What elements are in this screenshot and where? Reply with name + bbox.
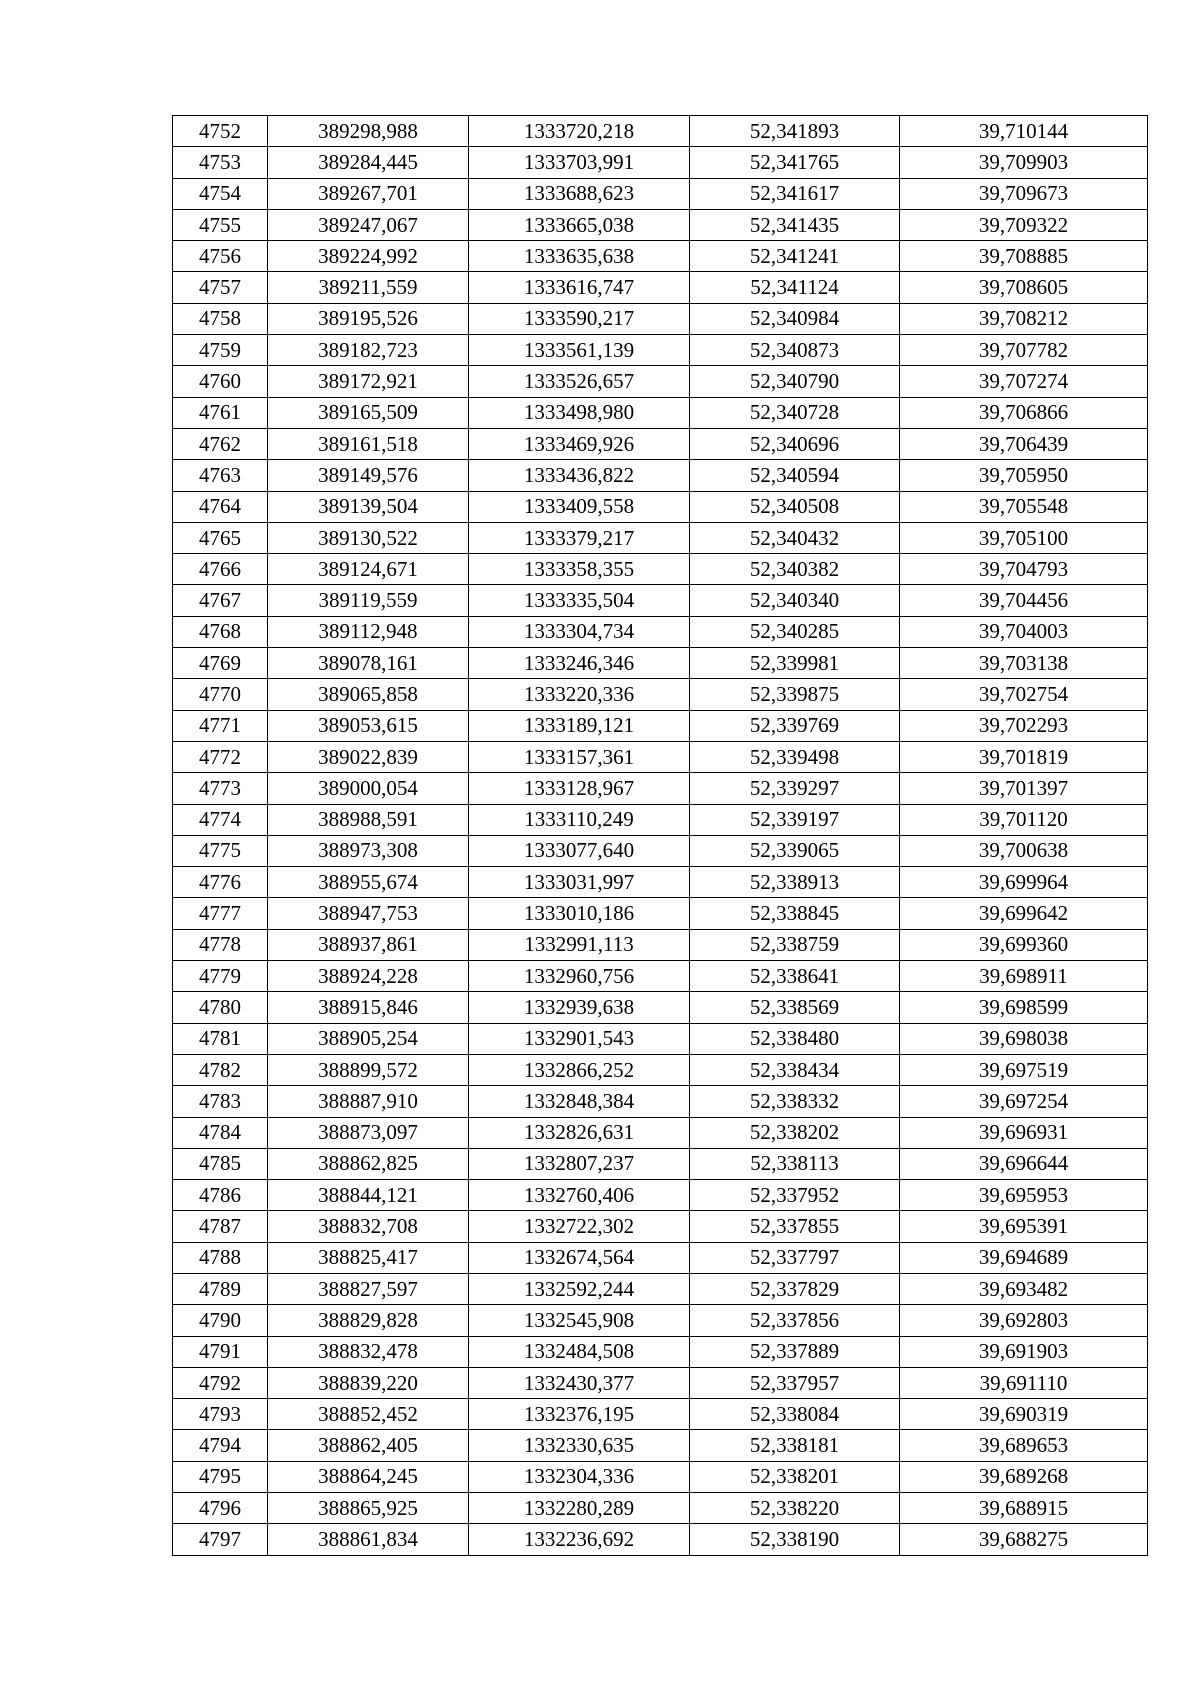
latitude-cell: 52,340984 xyxy=(690,303,900,334)
latitude-cell: 52,339065 xyxy=(690,835,900,866)
y-coordinate-cell: 1333010,186 xyxy=(469,898,690,929)
point-number-cell: 4770 xyxy=(173,679,268,710)
table-row xyxy=(173,303,1148,334)
latitude-cell: 52,341435 xyxy=(690,209,900,240)
longitude-cell: 39,695391 xyxy=(900,1211,1148,1242)
table-row xyxy=(173,116,1148,147)
longitude-cell: 39,710144 xyxy=(900,116,1148,147)
y-coordinate-cell: 1333110,249 xyxy=(469,804,690,835)
point-number-cell: 4775 xyxy=(173,835,268,866)
point-number-cell: 4755 xyxy=(173,209,268,240)
point-number-cell: 4778 xyxy=(173,929,268,960)
longitude-cell: 39,698599 xyxy=(900,992,1148,1023)
x-coordinate-cell: 388924,228 xyxy=(268,961,469,992)
coordinates-table-body xyxy=(173,116,1148,1556)
x-coordinate-cell: 388844,121 xyxy=(268,1180,469,1211)
x-coordinate-cell: 388862,405 xyxy=(268,1430,469,1461)
longitude-cell: 39,688275 xyxy=(900,1524,1148,1555)
y-coordinate-cell: 1333128,967 xyxy=(469,773,690,804)
longitude-cell: 39,699964 xyxy=(900,867,1148,898)
y-coordinate-cell: 1332592,244 xyxy=(469,1273,690,1304)
point-number-cell: 4757 xyxy=(173,272,268,303)
x-coordinate-cell: 389161,518 xyxy=(268,428,469,459)
table-row xyxy=(173,804,1148,835)
x-coordinate-cell: 388829,828 xyxy=(268,1305,469,1336)
x-coordinate-cell: 389284,445 xyxy=(268,147,469,178)
latitude-cell: 52,337952 xyxy=(690,1180,900,1211)
y-coordinate-cell: 1333436,822 xyxy=(469,460,690,491)
y-coordinate-cell: 1333688,623 xyxy=(469,178,690,209)
longitude-cell: 39,698911 xyxy=(900,961,1148,992)
table-row xyxy=(173,1524,1148,1555)
table-row xyxy=(173,1023,1148,1054)
latitude-cell: 52,338181 xyxy=(690,1430,900,1461)
longitude-cell: 39,704793 xyxy=(900,554,1148,585)
point-number-cell: 4783 xyxy=(173,1086,268,1117)
point-number-cell: 4774 xyxy=(173,804,268,835)
longitude-cell: 39,707782 xyxy=(900,335,1148,366)
longitude-cell: 39,705950 xyxy=(900,460,1148,491)
y-coordinate-cell: 1333304,734 xyxy=(469,616,690,647)
x-coordinate-cell: 388973,308 xyxy=(268,835,469,866)
x-coordinate-cell: 389149,576 xyxy=(268,460,469,491)
y-coordinate-cell: 1332304,336 xyxy=(469,1461,690,1492)
latitude-cell: 52,339875 xyxy=(690,679,900,710)
table-row xyxy=(173,1117,1148,1148)
point-number-cell: 4761 xyxy=(173,397,268,428)
y-coordinate-cell: 1332866,252 xyxy=(469,1054,690,1085)
y-coordinate-cell: 1332901,543 xyxy=(469,1023,690,1054)
x-coordinate-cell: 388905,254 xyxy=(268,1023,469,1054)
latitude-cell: 52,341893 xyxy=(690,116,900,147)
latitude-cell: 52,338913 xyxy=(690,867,900,898)
y-coordinate-cell: 1332848,384 xyxy=(469,1086,690,1117)
longitude-cell: 39,709903 xyxy=(900,147,1148,178)
point-number-cell: 4764 xyxy=(173,491,268,522)
latitude-cell: 52,338569 xyxy=(690,992,900,1023)
y-coordinate-cell: 1332376,195 xyxy=(469,1399,690,1430)
y-coordinate-cell: 1333335,504 xyxy=(469,585,690,616)
x-coordinate-cell: 389267,701 xyxy=(268,178,469,209)
point-number-cell: 4787 xyxy=(173,1211,268,1242)
longitude-cell: 39,698038 xyxy=(900,1023,1148,1054)
x-coordinate-cell: 388937,861 xyxy=(268,929,469,960)
latitude-cell: 52,341124 xyxy=(690,272,900,303)
x-coordinate-cell: 389139,504 xyxy=(268,491,469,522)
latitude-cell: 52,338113 xyxy=(690,1148,900,1179)
longitude-cell: 39,696644 xyxy=(900,1148,1148,1179)
latitude-cell: 52,339981 xyxy=(690,648,900,679)
x-coordinate-cell: 388915,846 xyxy=(268,992,469,1023)
point-number-cell: 4760 xyxy=(173,366,268,397)
table-row xyxy=(173,961,1148,992)
longitude-cell: 39,701819 xyxy=(900,741,1148,772)
latitude-cell: 52,341765 xyxy=(690,147,900,178)
latitude-cell: 52,337856 xyxy=(690,1305,900,1336)
y-coordinate-cell: 1332760,406 xyxy=(469,1180,690,1211)
point-number-cell: 4780 xyxy=(173,992,268,1023)
longitude-cell: 39,707274 xyxy=(900,366,1148,397)
y-coordinate-cell: 1333635,638 xyxy=(469,241,690,272)
x-coordinate-cell: 388862,825 xyxy=(268,1148,469,1179)
y-coordinate-cell: 1332330,635 xyxy=(469,1430,690,1461)
x-coordinate-cell: 389172,921 xyxy=(268,366,469,397)
latitude-cell: 52,338434 xyxy=(690,1054,900,1085)
latitude-cell: 52,340873 xyxy=(690,335,900,366)
point-number-cell: 4772 xyxy=(173,741,268,772)
table-row xyxy=(173,366,1148,397)
x-coordinate-cell: 388839,220 xyxy=(268,1367,469,1398)
latitude-cell: 52,337829 xyxy=(690,1273,900,1304)
table-row xyxy=(173,241,1148,272)
table-row xyxy=(173,147,1148,178)
x-coordinate-cell: 389247,067 xyxy=(268,209,469,240)
latitude-cell: 52,341617 xyxy=(690,178,900,209)
longitude-cell: 39,708885 xyxy=(900,241,1148,272)
table-row xyxy=(173,1148,1148,1179)
latitude-cell: 52,340728 xyxy=(690,397,900,428)
point-number-cell: 4763 xyxy=(173,460,268,491)
table-row xyxy=(173,1367,1148,1398)
longitude-cell: 39,699360 xyxy=(900,929,1148,960)
x-coordinate-cell: 389224,992 xyxy=(268,241,469,272)
coordinates-table xyxy=(172,115,1148,1556)
latitude-cell: 52,340508 xyxy=(690,491,900,522)
y-coordinate-cell: 1333720,218 xyxy=(469,116,690,147)
point-number-cell: 4752 xyxy=(173,116,268,147)
point-number-cell: 4785 xyxy=(173,1148,268,1179)
y-coordinate-cell: 1333469,926 xyxy=(469,428,690,459)
table-row xyxy=(173,491,1148,522)
point-number-cell: 4789 xyxy=(173,1273,268,1304)
latitude-cell: 52,337797 xyxy=(690,1242,900,1273)
point-number-cell: 4756 xyxy=(173,241,268,272)
point-number-cell: 4758 xyxy=(173,303,268,334)
x-coordinate-cell: 388873,097 xyxy=(268,1117,469,1148)
table-row xyxy=(173,397,1148,428)
point-number-cell: 4777 xyxy=(173,898,268,929)
x-coordinate-cell: 388899,572 xyxy=(268,1054,469,1085)
longitude-cell: 39,696931 xyxy=(900,1117,1148,1148)
y-coordinate-cell: 1332807,237 xyxy=(469,1148,690,1179)
point-number-cell: 4791 xyxy=(173,1336,268,1367)
latitude-cell: 52,338190 xyxy=(690,1524,900,1555)
x-coordinate-cell: 389124,671 xyxy=(268,554,469,585)
longitude-cell: 39,689653 xyxy=(900,1430,1148,1461)
latitude-cell: 52,340382 xyxy=(690,554,900,585)
longitude-cell: 39,697254 xyxy=(900,1086,1148,1117)
longitude-cell: 39,697519 xyxy=(900,1054,1148,1085)
x-coordinate-cell: 389130,522 xyxy=(268,522,469,553)
point-number-cell: 4753 xyxy=(173,147,268,178)
x-coordinate-cell: 388887,910 xyxy=(268,1086,469,1117)
longitude-cell: 39,691903 xyxy=(900,1336,1148,1367)
point-number-cell: 4795 xyxy=(173,1461,268,1492)
table-row xyxy=(173,1305,1148,1336)
y-coordinate-cell: 1333077,640 xyxy=(469,835,690,866)
x-coordinate-cell: 388825,417 xyxy=(268,1242,469,1273)
x-coordinate-cell: 388865,925 xyxy=(268,1493,469,1524)
point-number-cell: 4788 xyxy=(173,1242,268,1273)
point-number-cell: 4781 xyxy=(173,1023,268,1054)
longitude-cell: 39,701120 xyxy=(900,804,1148,835)
point-number-cell: 4765 xyxy=(173,522,268,553)
y-coordinate-cell: 1333409,558 xyxy=(469,491,690,522)
x-coordinate-cell: 389078,161 xyxy=(268,648,469,679)
latitude-cell: 52,338332 xyxy=(690,1086,900,1117)
y-coordinate-cell: 1332722,302 xyxy=(469,1211,690,1242)
y-coordinate-cell: 1333358,355 xyxy=(469,554,690,585)
table-row xyxy=(173,648,1148,679)
point-number-cell: 4792 xyxy=(173,1367,268,1398)
latitude-cell: 52,340340 xyxy=(690,585,900,616)
table-row xyxy=(173,1336,1148,1367)
latitude-cell: 52,339769 xyxy=(690,710,900,741)
table-row xyxy=(173,209,1148,240)
longitude-cell: 39,709673 xyxy=(900,178,1148,209)
table-row xyxy=(173,335,1148,366)
latitude-cell: 52,337957 xyxy=(690,1367,900,1398)
point-number-cell: 4766 xyxy=(173,554,268,585)
latitude-cell: 52,340696 xyxy=(690,428,900,459)
table-row xyxy=(173,1399,1148,1430)
y-coordinate-cell: 1333665,038 xyxy=(469,209,690,240)
x-coordinate-cell: 389000,054 xyxy=(268,773,469,804)
table-row xyxy=(173,616,1148,647)
table-row xyxy=(173,428,1148,459)
longitude-cell: 39,706866 xyxy=(900,397,1148,428)
x-coordinate-cell: 388861,834 xyxy=(268,1524,469,1555)
table-row xyxy=(173,679,1148,710)
latitude-cell: 52,338845 xyxy=(690,898,900,929)
point-number-cell: 4794 xyxy=(173,1430,268,1461)
latitude-cell: 52,338202 xyxy=(690,1117,900,1148)
table-row xyxy=(173,1242,1148,1273)
y-coordinate-cell: 1332545,908 xyxy=(469,1305,690,1336)
y-coordinate-cell: 1332236,692 xyxy=(469,1524,690,1555)
point-number-cell: 4767 xyxy=(173,585,268,616)
x-coordinate-cell: 389211,559 xyxy=(268,272,469,303)
table-row xyxy=(173,1493,1148,1524)
latitude-cell: 52,337889 xyxy=(690,1336,900,1367)
longitude-cell: 39,689268 xyxy=(900,1461,1148,1492)
y-coordinate-cell: 1332674,564 xyxy=(469,1242,690,1273)
table-row xyxy=(173,835,1148,866)
longitude-cell: 39,708605 xyxy=(900,272,1148,303)
y-coordinate-cell: 1333498,980 xyxy=(469,397,690,428)
point-number-cell: 4768 xyxy=(173,616,268,647)
table-row xyxy=(173,585,1148,616)
longitude-cell: 39,695953 xyxy=(900,1180,1148,1211)
latitude-cell: 52,340594 xyxy=(690,460,900,491)
x-coordinate-cell: 389165,509 xyxy=(268,397,469,428)
table-row xyxy=(173,1430,1148,1461)
point-number-cell: 4762 xyxy=(173,428,268,459)
y-coordinate-cell: 1332991,113 xyxy=(469,929,690,960)
longitude-cell: 39,701397 xyxy=(900,773,1148,804)
y-coordinate-cell: 1332939,638 xyxy=(469,992,690,1023)
longitude-cell: 39,705100 xyxy=(900,522,1148,553)
y-coordinate-cell: 1333561,139 xyxy=(469,335,690,366)
y-coordinate-cell: 1333031,997 xyxy=(469,867,690,898)
point-number-cell: 4793 xyxy=(173,1399,268,1430)
x-coordinate-cell: 389065,858 xyxy=(268,679,469,710)
latitude-cell: 52,338759 xyxy=(690,929,900,960)
y-coordinate-cell: 1332826,631 xyxy=(469,1117,690,1148)
x-coordinate-cell: 388955,674 xyxy=(268,867,469,898)
y-coordinate-cell: 1333246,346 xyxy=(469,648,690,679)
table-row xyxy=(173,1180,1148,1211)
x-coordinate-cell: 388988,591 xyxy=(268,804,469,835)
point-number-cell: 4754 xyxy=(173,178,268,209)
x-coordinate-cell: 388864,245 xyxy=(268,1461,469,1492)
x-coordinate-cell: 389298,988 xyxy=(268,116,469,147)
table-row xyxy=(173,554,1148,585)
x-coordinate-cell: 389182,723 xyxy=(268,335,469,366)
longitude-cell: 39,699642 xyxy=(900,898,1148,929)
longitude-cell: 39,705548 xyxy=(900,491,1148,522)
y-coordinate-cell: 1332280,289 xyxy=(469,1493,690,1524)
y-coordinate-cell: 1332430,377 xyxy=(469,1367,690,1398)
point-number-cell: 4796 xyxy=(173,1493,268,1524)
point-number-cell: 4769 xyxy=(173,648,268,679)
y-coordinate-cell: 1333526,657 xyxy=(469,366,690,397)
latitude-cell: 52,339498 xyxy=(690,741,900,772)
table-row xyxy=(173,1086,1148,1117)
longitude-cell: 39,702754 xyxy=(900,679,1148,710)
y-coordinate-cell: 1333189,121 xyxy=(469,710,690,741)
longitude-cell: 39,690319 xyxy=(900,1399,1148,1430)
latitude-cell: 52,339297 xyxy=(690,773,900,804)
latitude-cell: 52,340432 xyxy=(690,522,900,553)
point-number-cell: 4782 xyxy=(173,1054,268,1085)
x-coordinate-cell: 389195,526 xyxy=(268,303,469,334)
latitude-cell: 52,338480 xyxy=(690,1023,900,1054)
table-row xyxy=(173,992,1148,1023)
point-number-cell: 4771 xyxy=(173,710,268,741)
point-number-cell: 4784 xyxy=(173,1117,268,1148)
y-coordinate-cell: 1332960,756 xyxy=(469,961,690,992)
latitude-cell: 52,341241 xyxy=(690,241,900,272)
x-coordinate-cell: 388852,452 xyxy=(268,1399,469,1430)
x-coordinate-cell: 389119,559 xyxy=(268,585,469,616)
table-row xyxy=(173,272,1148,303)
longitude-cell: 39,692803 xyxy=(900,1305,1148,1336)
longitude-cell: 39,694689 xyxy=(900,1242,1148,1273)
y-coordinate-cell: 1333379,217 xyxy=(469,522,690,553)
latitude-cell: 52,337855 xyxy=(690,1211,900,1242)
point-number-cell: 4786 xyxy=(173,1180,268,1211)
longitude-cell: 39,706439 xyxy=(900,428,1148,459)
longitude-cell: 39,688915 xyxy=(900,1493,1148,1524)
table-row xyxy=(173,1211,1148,1242)
point-number-cell: 4790 xyxy=(173,1305,268,1336)
point-number-cell: 4773 xyxy=(173,773,268,804)
latitude-cell: 52,340790 xyxy=(690,366,900,397)
point-number-cell: 4776 xyxy=(173,867,268,898)
latitude-cell: 52,338201 xyxy=(690,1461,900,1492)
table-row xyxy=(173,710,1148,741)
point-number-cell: 4797 xyxy=(173,1524,268,1555)
longitude-cell: 39,709322 xyxy=(900,209,1148,240)
x-coordinate-cell: 389022,839 xyxy=(268,741,469,772)
table-row xyxy=(173,1461,1148,1492)
longitude-cell: 39,693482 xyxy=(900,1273,1148,1304)
latitude-cell: 52,339197 xyxy=(690,804,900,835)
longitude-cell: 39,704456 xyxy=(900,585,1148,616)
table-row xyxy=(173,773,1148,804)
latitude-cell: 52,338084 xyxy=(690,1399,900,1430)
x-coordinate-cell: 388832,478 xyxy=(268,1336,469,1367)
table-row xyxy=(173,741,1148,772)
x-coordinate-cell: 388832,708 xyxy=(268,1211,469,1242)
table-row xyxy=(173,1054,1148,1085)
point-number-cell: 4779 xyxy=(173,961,268,992)
y-coordinate-cell: 1333157,361 xyxy=(469,741,690,772)
x-coordinate-cell: 388947,753 xyxy=(268,898,469,929)
x-coordinate-cell: 389053,615 xyxy=(268,710,469,741)
longitude-cell: 39,691110 xyxy=(900,1367,1148,1398)
latitude-cell: 52,338220 xyxy=(690,1493,900,1524)
longitude-cell: 39,703138 xyxy=(900,648,1148,679)
y-coordinate-cell: 1333616,747 xyxy=(469,272,690,303)
longitude-cell: 39,700638 xyxy=(900,835,1148,866)
y-coordinate-cell: 1333590,217 xyxy=(469,303,690,334)
y-coordinate-cell: 1333220,336 xyxy=(469,679,690,710)
latitude-cell: 52,338641 xyxy=(690,961,900,992)
x-coordinate-cell: 388827,597 xyxy=(268,1273,469,1304)
table-row xyxy=(173,929,1148,960)
table-row xyxy=(173,1273,1148,1304)
latitude-cell: 52,340285 xyxy=(690,616,900,647)
y-coordinate-cell: 1333703,991 xyxy=(469,147,690,178)
point-number-cell: 4759 xyxy=(173,335,268,366)
table-row xyxy=(173,178,1148,209)
table-row xyxy=(173,522,1148,553)
table-row xyxy=(173,898,1148,929)
table-row xyxy=(173,460,1148,491)
y-coordinate-cell: 1332484,508 xyxy=(469,1336,690,1367)
x-coordinate-cell: 389112,948 xyxy=(268,616,469,647)
longitude-cell: 39,702293 xyxy=(900,710,1148,741)
table-row xyxy=(173,867,1148,898)
longitude-cell: 39,708212 xyxy=(900,303,1148,334)
longitude-cell: 39,704003 xyxy=(900,616,1148,647)
